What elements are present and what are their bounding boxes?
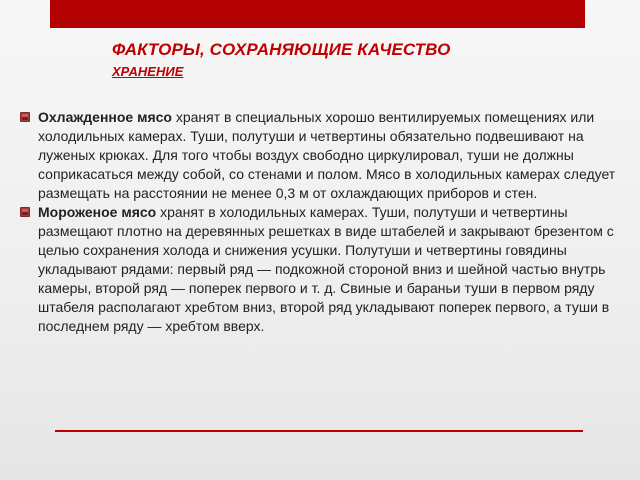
bullet-lead-chilled-meat: Охлажденное мясо (38, 109, 172, 125)
bullet-lead-frozen-meat: Мороженое мясо (38, 204, 157, 220)
slide-title: ФАКТОРЫ, СОХРАНЯЮЩИЕ КАЧЕСТВО (112, 40, 451, 59)
slide-content (18, 108, 630, 336)
title-block (112, 40, 582, 80)
square-bullet-icon (20, 207, 30, 217)
bullet-text-frozen-meat: хранят в холодильных камерах. Туши, полутуши и четвертины размещают плотно на деревянных решетках в виде штабелей и закрывают брезентом с целью сохранения холода и снижения усушки. Полутуши и четвертины говядины укладывают рядами: первый ряд — подкожной стороной вниз и шейной частью внутрь камеры, второй ряд — поперек первого и т. д. Свиные и бараньи туши в первом ряду штабеля располагают хребтом вниз, второй ряд укладывают поперек первого, а туши в последнем ряду — хребтом вверх. (38, 204, 614, 334)
top-accent-bar (50, 0, 585, 28)
slide-subtitle: ХРАНЕНИЕ (112, 64, 184, 79)
bullet-text-chilled-meat: хранят в специальных хорошо вентилируемых помещениях или холодильных камерах. Туши, полутуши и четвертины обязательно подвешивают на луженых крюках. Для того чтобы воздух свободно циркулировал, туши не должны соприкасаться между собой, со стенами и полом. Мясо в холодильных камерах следует размещать на расстоянии не менее 0,3 м от охлаждающих приборов и стен. (38, 109, 616, 201)
bullet-frozen-meat (18, 203, 630, 336)
bullet-chilled-meat (18, 108, 630, 203)
bottom-divider (55, 430, 583, 432)
square-bullet-icon (20, 112, 30, 122)
